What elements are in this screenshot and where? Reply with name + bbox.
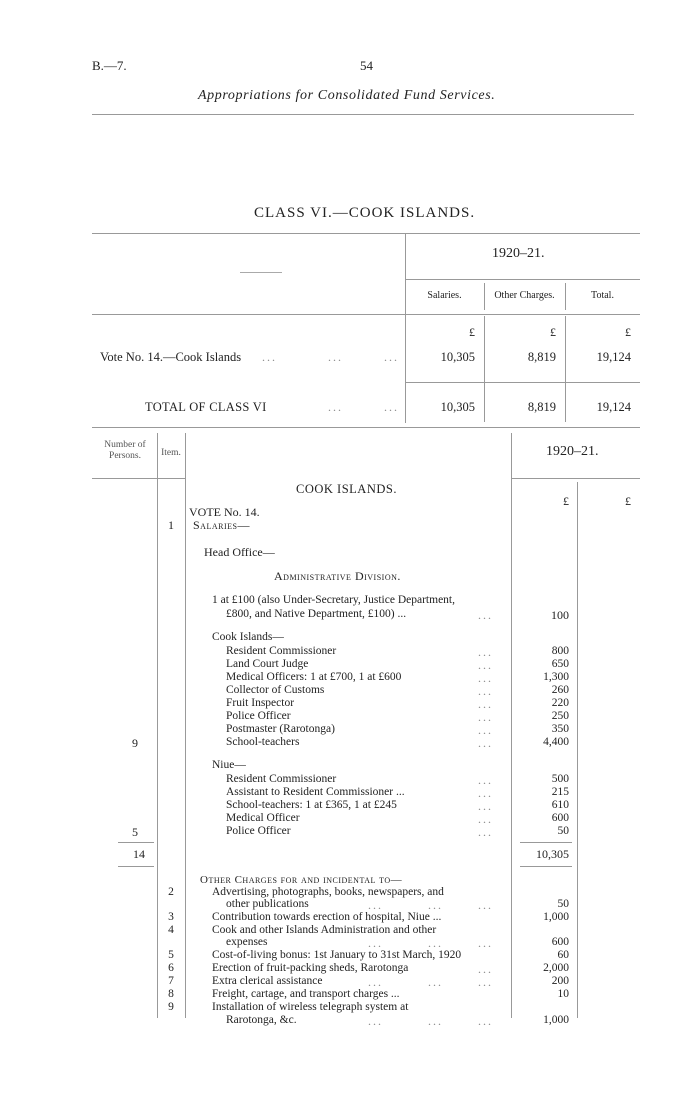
salaries-item-number: 1 (168, 518, 174, 532)
other-charge-label: Installation of wireless telegraph system at (212, 1001, 409, 1013)
class-total-total: 19,124 (596, 400, 631, 414)
summary-top-rule (92, 233, 640, 234)
other-charge-amount: 10 (557, 988, 569, 1000)
list-item-amount: 600 (551, 812, 569, 824)
list-item-label: Assistant to Resident Commissioner ... (226, 786, 405, 798)
other-charge-amount: 600 (551, 936, 569, 948)
other-charge-amount: 2,000 (543, 962, 569, 974)
other-charge-label-cont: Rarotonga, &c. (226, 1014, 297, 1026)
other-charge-label: Cook and other Islands Administration and other (212, 924, 437, 936)
cook-islands-heading: Cook Islands— (212, 631, 284, 643)
persons-count: 9 (132, 736, 138, 750)
list-item-label: Resident Commissioner (226, 645, 337, 657)
other-charge-label: Erection of fruit-packing sheds, Rarotonga (212, 962, 409, 974)
class-total-salaries: 10,305 (440, 400, 475, 414)
detail-header-rule-right (511, 478, 640, 479)
list-item-amount: 50 (557, 825, 569, 837)
other-charge-label: Freight, cartage, and transport charges ... (212, 988, 400, 1000)
other-charge-label-cont: expenses (226, 936, 268, 948)
item-number: 8 (168, 988, 174, 1000)
list-item-amount: 4,400 (543, 736, 569, 748)
header-rule (92, 114, 634, 115)
list-item-amount: 350 (551, 723, 569, 735)
list-item-amount: 800 (551, 645, 569, 657)
item-number: 7 (168, 975, 174, 987)
col-total: Total. (591, 290, 614, 301)
summary-bottom-rule (92, 427, 640, 428)
other-charge-label: Cost-of-living bonus: 1st January to 31st March, 1920 (212, 949, 462, 961)
salaries-heading: Salaries— (193, 518, 250, 532)
detail-header-rule-left (92, 478, 185, 479)
admin-division-heading: Administrative Division. (274, 569, 401, 583)
item-number: 9 (168, 1001, 174, 1013)
document-reference: B.—7. (92, 58, 127, 73)
other-charge-amount: 50 (557, 898, 569, 910)
list-item-amount: 220 (551, 697, 569, 709)
other-charge-label: Contribution towards erection of hospital, Niue ... (212, 911, 442, 923)
class-heading: CLASS VI.—COOK ISLANDS. (254, 205, 476, 221)
col-other-charges: Other Charges. (494, 290, 555, 301)
item-col-divider (185, 433, 186, 1018)
persons-total-rule (118, 842, 154, 843)
detail-currency-amount: £ (563, 494, 569, 508)
list-item-amount: 650 (551, 658, 569, 670)
other-charge-amount: 200 (551, 975, 569, 987)
total-col-divider (577, 482, 578, 1018)
other-charge-label-cont: other publications (226, 898, 309, 910)
item-number: 5 (168, 949, 174, 961)
salaries-total-rule (520, 842, 572, 843)
list-item-label: Postmaster (Rarotonga) (226, 723, 335, 735)
class-total-other: 8,819 (527, 400, 556, 414)
salaries-total: 10,305 (536, 847, 569, 861)
summary-other-value: 8,819 (527, 350, 556, 364)
stub-dash (240, 272, 282, 273)
class-total-label: TOTAL OF CLASS VI (145, 400, 267, 414)
summary-salaries-value: 10,305 (440, 350, 475, 364)
col-salaries: Salaries. (427, 290, 462, 301)
running-title: Appropriations for Consolidated Fund Services. (198, 88, 496, 103)
item-number: 6 (168, 962, 174, 974)
admin-amount: 100 (551, 608, 569, 622)
other-charge-label: Extra clerical assistance (212, 975, 323, 987)
list-item-amount: 1,300 (543, 671, 569, 683)
other-charge-label: Advertising, photographs, books, newspapers, and (212, 886, 444, 898)
currency-other: £ (550, 325, 556, 339)
summary-header-rule (92, 314, 640, 315)
summary-year: 1920–21. (492, 246, 545, 261)
list-item-amount: 215 (551, 786, 569, 798)
persons-total: 14 (133, 847, 145, 861)
page-number: 54 (360, 58, 373, 73)
col-item: Item. (161, 448, 181, 458)
admin-line-1: 1 at £100 (also Under-Secretary, Justice Department, (212, 594, 455, 606)
detail-currency-total: £ (625, 494, 631, 508)
list-item-label: Resident Commissioner (226, 773, 337, 785)
persons-count: 5 (132, 825, 138, 839)
col-number-of-persons: Number of Persons. (104, 440, 146, 461)
head-office-heading: Head Office— (204, 545, 275, 559)
list-item-label: School-teachers (226, 736, 300, 748)
item-number: 4 (168, 924, 174, 936)
other-charges-heading: Other Charges for and incidental to— (200, 874, 403, 886)
list-item-label: Medical Officers: 1 at £700, 1 at £600 (226, 671, 402, 683)
currency-total: £ (625, 325, 631, 339)
other-charge-amount: 1,000 (543, 911, 569, 923)
list-item-label: Land Court Judge (226, 658, 309, 670)
item-number: 3 (168, 911, 174, 923)
summary-total-rule (405, 382, 640, 383)
list-item-label: Police Officer (226, 710, 291, 722)
summary-year-rule (405, 279, 640, 280)
section-title: COOK ISLANDS. (296, 482, 397, 496)
list-item-amount: 610 (551, 799, 569, 811)
summary-total-value: 19,124 (596, 350, 631, 364)
summary-row-label: Vote No. 14.—Cook Islands (100, 350, 242, 364)
list-item-label: Police Officer (226, 825, 291, 837)
page: B.—7. 54 Appropriations for Consolidated Fund Services. CLASS VI.—COOK ISLANDS. 1920–21. Salaries. Other Charges. Total. £ £ £ Vote No. 14.—Cook Islands ... ... ... 10,305 8,819 19,124 TOTAL OF CLASS VI ... ... 10,305 8,819 19,124 Number of Persons. Item. 1920–21. £ £ COOK ISLANDS. VOTE No. 14. 1 Salaries— Head Office— Administrative Division. 1 at £100 (also Under-Secretary, Justice Department, £800, and Native Department, £100) ... ... 100 Cook Islands— Resident Commissioner ... 800 Land Court Judge ... 650 Medical Officers: 1 at £700, 1 at £600 ... 1,300 Collector of Customs ... 260 Fruit Inspector ... 220 Police Officer ... 250 Postmaster (Rarotonga) ... 350 9 School-teachers ... 4,400 Niue— Resident Commissioner ... 500 Assistant to Resident Commissioner ... ... 215 School-teachers: 1 at £365, 1 at £245 ... 610 Medical Officer ... 600 5 Police Officer ... 50 14 10,305 Other Charges for and incidental to— 2 Advertising, photographs, books, newspapers, and other publications ... ... ... 50 3 Contribution towards erection of hospital, Niue ... 1,000 4 Cook and other Islands Administration and other expenses ... ... ... 600 5 Cost-of-living bonus: 1st January to 31st March, 1920 60 6 Erection of fruit-packing sheds, Rarotonga ... 2,000 7 Extra clerical assistance ... ... ... 200 8 Freight, cartage, and transport charges ... 10 9 Installation of wireless telegraph system at Rarotonga, &c. ... ... ... 1,000 (0, 0, 700, 1120)
list-item-amount: 250 (551, 710, 569, 722)
list-item-label: Medical Officer (226, 812, 300, 824)
detail-year: 1920–21. (546, 444, 599, 459)
list-item-label: Fruit Inspector (226, 697, 295, 709)
list-item-amount: 260 (551, 684, 569, 696)
other-charge-amount: 1,000 (543, 1014, 569, 1026)
list-item-amount: 500 (551, 773, 569, 785)
admin-line-2: £800, and Native Department, £100) ... (226, 608, 407, 620)
list-item-label: School-teachers: 1 at £365, 1 at £245 (226, 799, 397, 811)
item-number: 2 (168, 886, 174, 898)
vote-heading: VOTE No. 14. (189, 505, 260, 519)
list-item-label: Collector of Customs (226, 684, 325, 696)
niue-heading: Niue— (212, 759, 246, 771)
other-charge-amount: 60 (557, 949, 569, 961)
currency-salaries: £ (469, 325, 475, 339)
